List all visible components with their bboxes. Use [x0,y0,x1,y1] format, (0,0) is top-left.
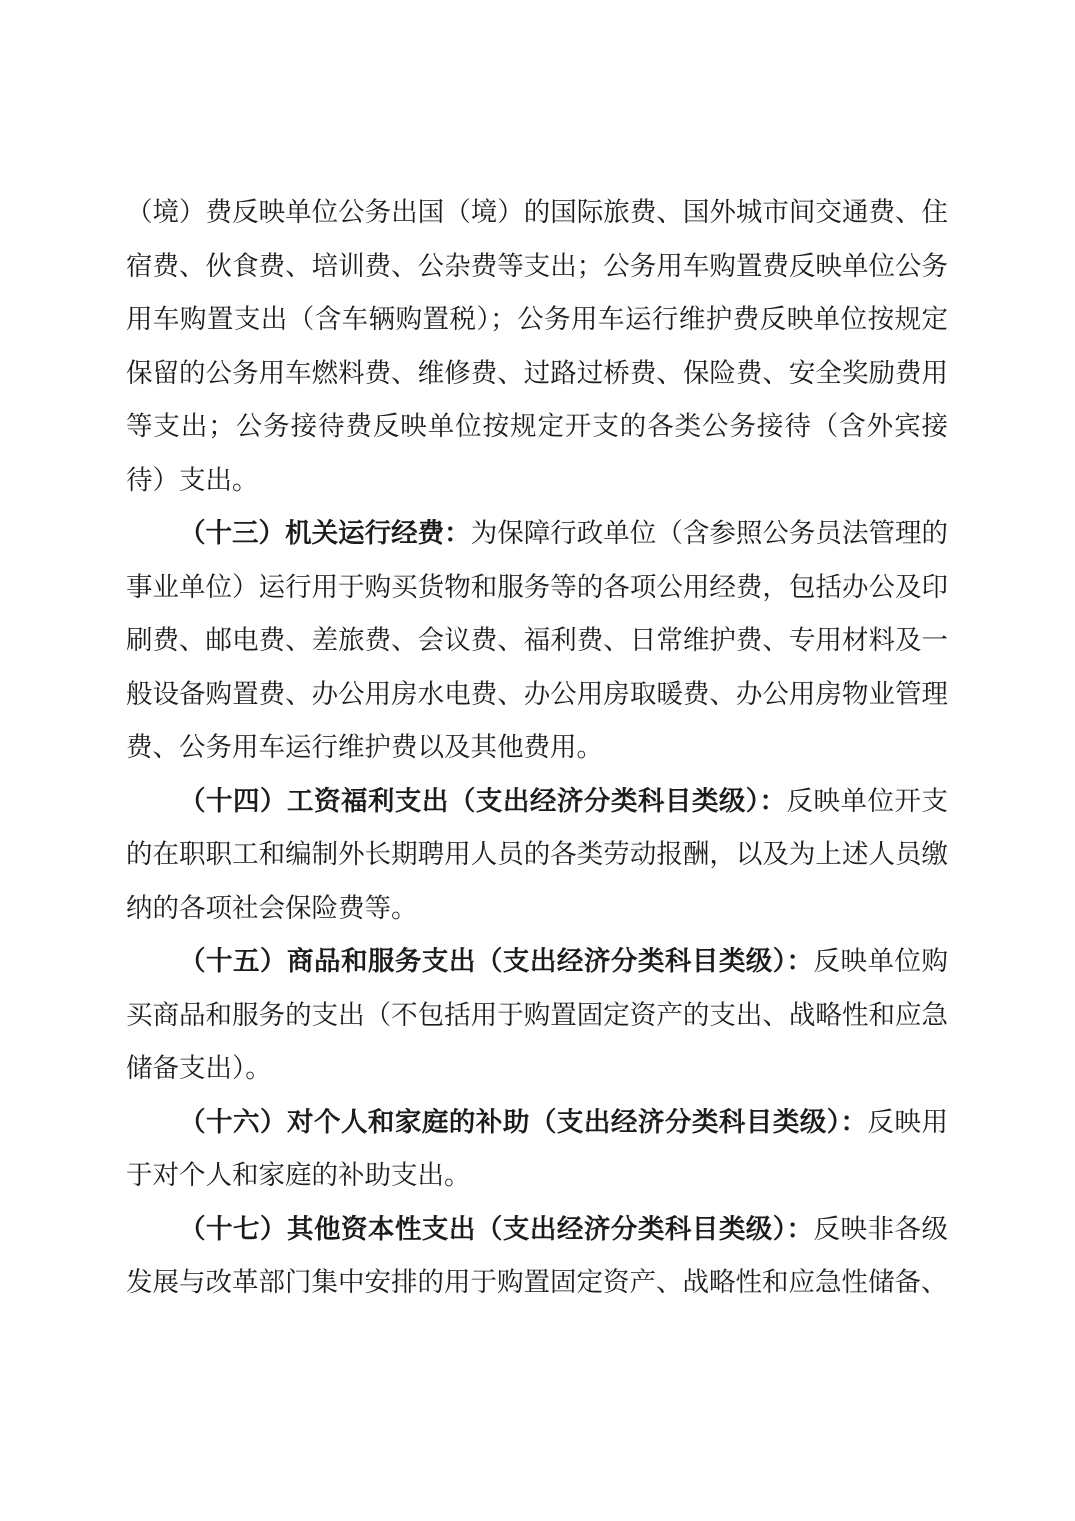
clause-heading: （十四）工资福利支出（支出经济分类科目类级）： [179,785,787,816]
document-paragraph [126,935,948,1096]
clause-text: 反映非各级发展与改革部门集中安排的用于购置固定资产、战略性和应急性储备、 [126,1213,949,1297]
clause-heading: （十七）其他资本性支出（支出经济分类科目类级）： [179,1213,814,1244]
document-paragraph [126,507,948,775]
clause-text: 为保障行政单位（含参照公务员法管理的事业单位）运行用于购买货物和服务等的各项公用经费，包括办公及印刷费、邮电费、差旅费、会议费、福利费、日常维护费、专用材料及一般设备购置费、办公用房水电费、办公用房取暖费、办公用房物业管理费、公务用车运行维护费以及其他费用。 [126,518,949,762]
clause-text: 反映用于对个人和家庭的补助支出。 [126,1106,949,1190]
clause-text: 反映单位购买商品和服务的支出（不包括用于购置固定资产的支出、战略性和应急储备支出）。 [126,946,949,1083]
document-body [126,186,948,1310]
document-paragraph [126,775,948,936]
clause-heading: （十三）机关运行经费： [179,518,471,548]
clause-text: （境）费反映单位公务出国（境）的国际旅费、国外城市间交通费、住宿费、伙食费、培训费、公杂费等支出；公务用车购置费反映单位公务用车购置支出（含车辆购置税）；公务用车运行维护费反映单位按规定保留的公务用车燃料费、维修费、过路过桥费、保险费、安全奖励费用等支出；公务接待费反映单位按规定开支的各类公务接待（含外宾接待）支出。 [126,197,948,495]
clause-heading: （十五）商品和服务支出（支出经济分类科目类级）： [179,946,814,976]
document-paragraph [126,1096,948,1203]
document-paragraph [126,186,948,507]
clause-heading: （十六）对个人和家庭的补助（支出经济分类科目类级）： [179,1106,868,1137]
clause-text: 反映单位开支的在职职工和编制外长期聘用人员的各类劳动报酬，以及为上述人员缴纳的各项社会保险费等。 [126,785,949,923]
document-paragraph [126,1203,948,1310]
